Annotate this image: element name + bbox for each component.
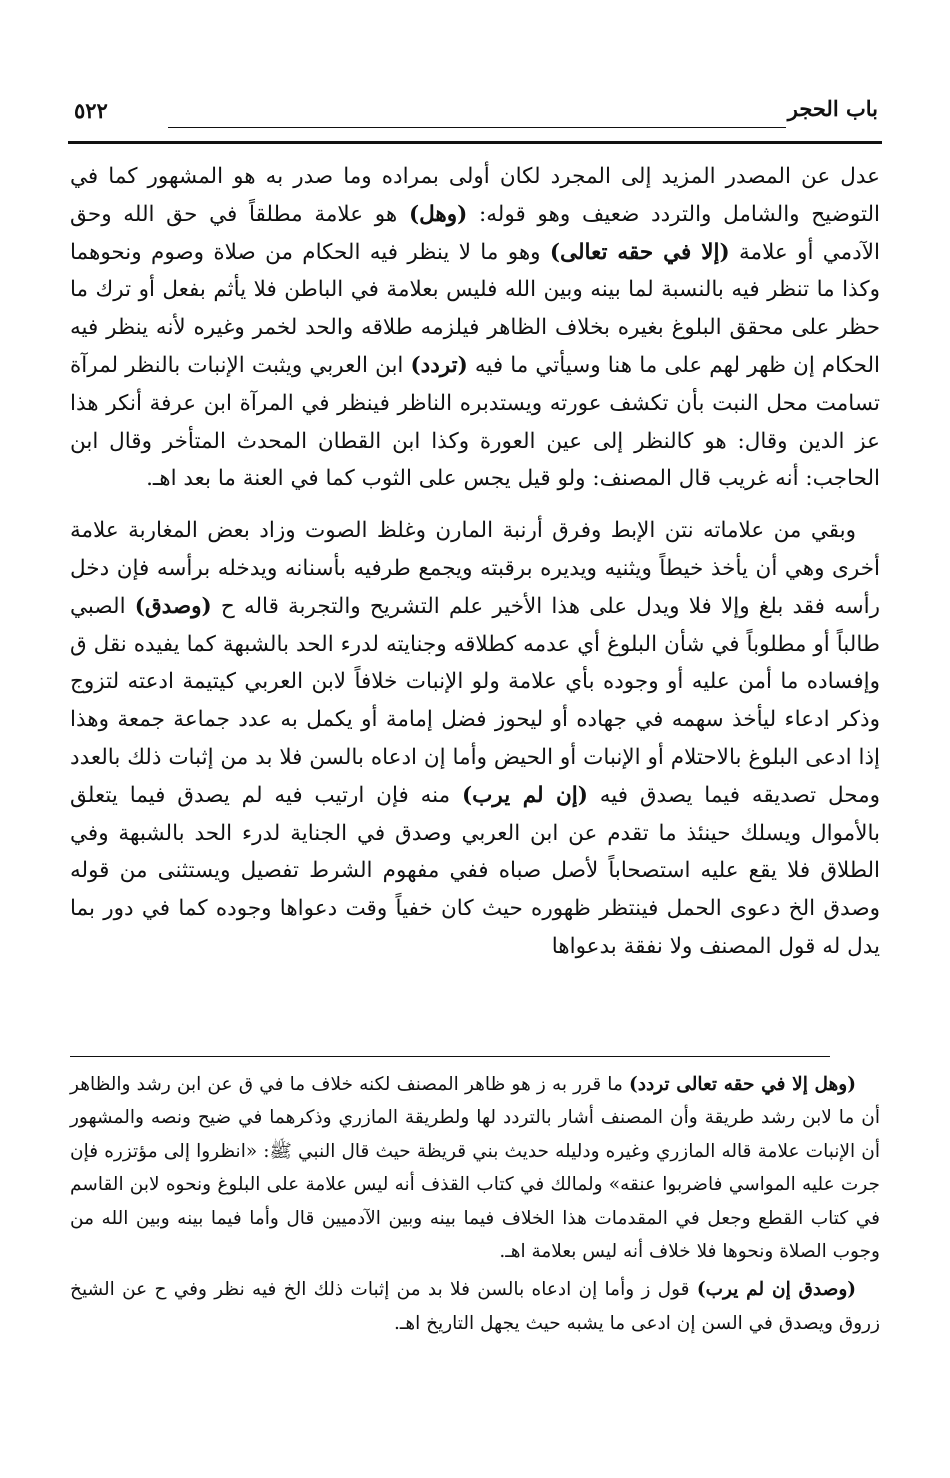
main-paragraph-2: وبقي من علاماته نتن الإبط وفرق أرنبة المارن وغلظ الصوت وزاد بعض المغاربة علامة أخرى وهي أن يأخذ خيطاً ويثنيه ويديره برقبته ويجمع طرفيه بأسنانه ويدخله برأسه فإن دخل رأسه فقد بلغ وإلا فلا ويدل على هذا الأخير علم التشريح والتجربة قاله ح (وصدق) الصبي طالباً أو مطلوباً في شأن البلوغ أي عدمه كطلاقه وجنايته لدرء الحد بالشبهة كما يفيده نقل ق وإفساده ما أمن عليه أو وجوده بأي علامة ولو الإنبات خلافاً لابن العربي كيتيمة ادعته لتزوج وذكر ادعاء ليأخذ سهمه في جهاده أو ليحوز فضل إمامة أو يكمل به عدد جماعة جمعة وهذا إذا ادعى البلوغ بالاحتلام أو الإنبات أو الحيض وأما إن ادعاه بالسن فلا بد من إثبات ذلك بالعدد ومحل تصديقه فيما يصدق فيه (إن لم يرب) منه فإن ارتيب فيه لم يصدق فيما يتعلق بالأموال ويسلك حينئذ ما تقدم عن ابن العربي وصدق في الجناية لدرء الحد بالشبهة وفي الطلاق فلا يقع عليه استصحاباً لأصل صباه ففي مفهوم الشرط تفصيل ويستثنى من قوله وصدق الخ دعوى الحمل فينتظر ظهوره حيث كان خفياً وقت دعواها وجوده كما في دور بما يدل له قول المصنف ولا نفقة بدعواها bbox=[70, 518, 881, 959]
footnotes bbox=[70, 1068, 880, 1340]
page-header bbox=[68, 96, 882, 136]
header-rule bbox=[68, 141, 882, 144]
header-line bbox=[168, 127, 786, 128]
bold-term: (وهل) bbox=[408, 201, 468, 227]
main-text bbox=[70, 158, 880, 966]
bold-term: (وهل إلا في حقه تعالى تردد) bbox=[629, 1074, 856, 1095]
footnote-1: (وهل إلا في حقه تعالى تردد) ما قرر به ز هو ظاهر المصنف لكنه خلاف ما في ق عن ابن رشد والظاهر أن ما لابن رشد طريقة وأن المصنف أشار بالتردد لها ولطريقة المازري وذكرهما في ضيح ونصه والمشهور أن الإنبات علامة قاله المازري وغيره ودليله حديث بني قريظة حيث قال النبي ﷺ: «انظروا إلى مؤتزره فإن جرت عليه المواسي فاضربوا عنقه» ولمالك في كتاب القذف أنه ليس علامة على البلوغ ونحوه لابن القاسم في كتاب القطع وجعل في المقدمات هذا الخلاف فيما بينه وبين الآدميين قال وأما فيما بينه وبين الله من وجوب الصلاة ونحوها فلا خلاف أنه ليس بعلامة اهـ. bbox=[70, 1074, 880, 1263]
footnote-2: (وصدق إن لم يرب) قول ز وأما إن ادعاه بالسن فلا بد من إثبات ذلك الخ فيه نظر وفي ح عن الشيخ زروق ويصدق في السن إن ادعى ما يشبه حيث يجهل التاريخ اهـ. bbox=[70, 1279, 880, 1334]
bold-term: (وصدق) bbox=[134, 593, 212, 619]
bold-term: (إلا في حقه تعالى) bbox=[549, 239, 730, 265]
main-paragraph-1: عدل عن المصدر المزيد إلى المجرد لكان أولى بمراده وما صدر به هو المشهور كما في التوضيح والشامل والتردد ضعيف وهو قوله: (وهل) هو علامة مطلقاً في حق الله وحق الآدمي أو علامة (إلا في حقه تعالى) وهو ما لا ينظر فيه الحكام من صلاة وصوم ونحوهما وكذا ما تنظر فيه بالنسبة لما بينه وبين الله فليس بعلامة في الباطن فلا يأثم بفعل أو ترك ما حظر على محقق البلوغ بغيره بخلاف الظاهر فيلزمه طلاقه والحد لخمر وغيره لأنه ينظر فيه الحكام إن ظهر لهم على ما هنا وسيأتي ما فيه (تردد) ابن العربي ويثبت الإنبات بالنظر لمرآة تسامت محل النبت بأن تكشف عورته ويستدبره الناظر فينظر في المرآة ابن عرفة أنكر هذا عز الدين وقال: هو كالنظر إلى عين العورة وكذا ابن القطان المحدث المتأخر وقال ابن الحاجب: أنه غريب قال المصنف: ولو قيل يجس على الثوب كما في العنة ما بعد اهـ. bbox=[70, 164, 881, 492]
footnote-rule bbox=[70, 1056, 830, 1057]
bold-term: (وصدق إن لم يرب) bbox=[696, 1279, 857, 1301]
bold-term: (تردد) bbox=[410, 352, 468, 378]
bold-term: (إن لم يرب) bbox=[461, 782, 588, 808]
chapter-title: باب الحجر bbox=[787, 96, 878, 121]
page-number: ٥٢٢ bbox=[74, 98, 108, 123]
